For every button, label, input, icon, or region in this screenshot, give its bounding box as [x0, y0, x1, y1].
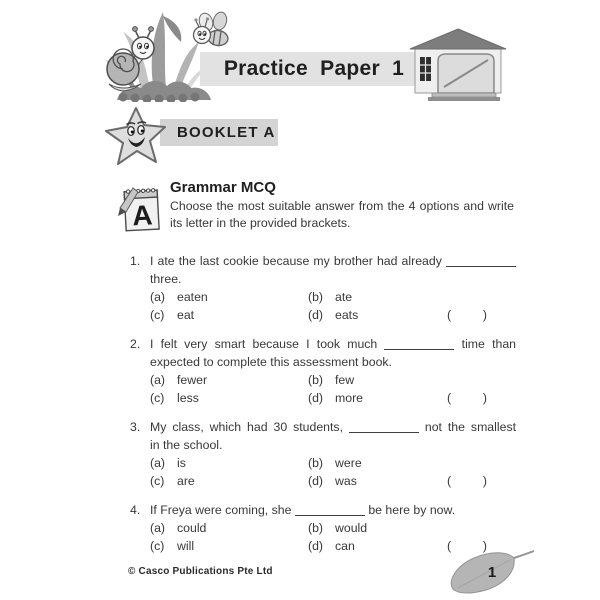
option-text: less	[177, 391, 199, 405]
question-number: 3.	[130, 420, 141, 434]
question-text: I ate the last cookie because my brother had already	[150, 252, 516, 270]
page-number: 1	[487, 564, 497, 581]
option-text: is	[177, 456, 186, 470]
option-label: (b)	[308, 456, 324, 470]
answer-bracket: ( )	[447, 474, 487, 488]
option-label: (d)	[308, 474, 324, 488]
option-text: would	[335, 521, 368, 535]
question-number: 2.	[130, 337, 141, 351]
question-number: 4.	[130, 503, 141, 517]
option-text: fewer	[177, 373, 208, 387]
answer-blank	[384, 339, 454, 350]
question-text: My class, which had 30 students, not the smallest	[150, 420, 517, 434]
bee-icon	[194, 11, 229, 47]
option-text: few	[335, 373, 355, 387]
options-row	[150, 371, 516, 389]
options-row	[150, 519, 516, 537]
section-title: Grammar MCQ	[170, 179, 276, 196]
options-row	[150, 306, 516, 324]
option-label: (a)	[150, 521, 166, 535]
option-text: ate	[335, 290, 353, 304]
option-label: (a)	[150, 290, 166, 304]
options-row	[150, 472, 516, 490]
question-2	[130, 335, 520, 407]
option-label: (d)	[308, 308, 324, 322]
option-label: (c)	[150, 474, 165, 488]
leaf-icon	[448, 546, 536, 596]
section-instructions: Choose the most suitable answer from the 4 options and write its letter in the provided brackets.	[170, 199, 514, 230]
question-1	[130, 252, 520, 324]
question-text-line2: in the school.	[150, 438, 223, 452]
copyright-text: © Casco Publications Pte Ltd	[128, 566, 273, 577]
question-text: I felt very smart because I took much time than	[150, 337, 516, 351]
badge-letter: A	[131, 199, 154, 232]
question-list	[130, 252, 520, 566]
option-label: (d)	[308, 391, 324, 405]
option-label: (c)	[150, 539, 165, 553]
page-title: Practice Paper 1	[223, 57, 405, 80]
answer-blank	[295, 505, 365, 516]
question-number: 1.	[130, 254, 141, 268]
smiling-star-icon	[103, 106, 169, 168]
option-text: was	[335, 474, 357, 488]
answer-bracket: ( )	[447, 539, 487, 553]
option-label: (c)	[150, 308, 165, 322]
option-text: are	[177, 474, 195, 488]
option-text: can	[335, 539, 355, 553]
question-3	[130, 418, 520, 490]
house-icon	[408, 27, 508, 101]
notepad-pencil-icon	[116, 178, 164, 234]
booklet-banner	[160, 119, 278, 146]
title-banner	[200, 52, 428, 86]
option-label: (c)	[150, 391, 165, 405]
question-text: If Freya were coming, she be here by now.	[150, 503, 456, 517]
answer-bracket: ( )	[447, 391, 487, 405]
option-text: eat	[177, 308, 195, 322]
question-text-line2: expected to complete this assessment book.	[150, 355, 392, 369]
option-label: (b)	[308, 290, 324, 304]
options-row	[150, 454, 516, 472]
option-text: eats	[335, 308, 359, 322]
option-label: (d)	[308, 539, 324, 553]
option-label: (a)	[150, 456, 166, 470]
option-label: (a)	[150, 373, 166, 387]
option-text: eaten	[177, 290, 208, 304]
option-text: were	[335, 456, 362, 470]
options-row	[150, 389, 516, 407]
answer-blank	[349, 422, 419, 433]
option-text: could	[177, 521, 207, 535]
question-text-line2: three.	[150, 272, 182, 286]
answer-bracket: ( )	[447, 308, 487, 322]
option-label: (b)	[308, 521, 324, 535]
option-label: (b)	[308, 373, 324, 387]
option-text: more	[335, 391, 364, 405]
options-row	[150, 288, 516, 306]
booklet-label: BOOKLET A	[177, 124, 276, 141]
answer-blank	[446, 256, 516, 267]
option-text: will	[177, 539, 195, 553]
